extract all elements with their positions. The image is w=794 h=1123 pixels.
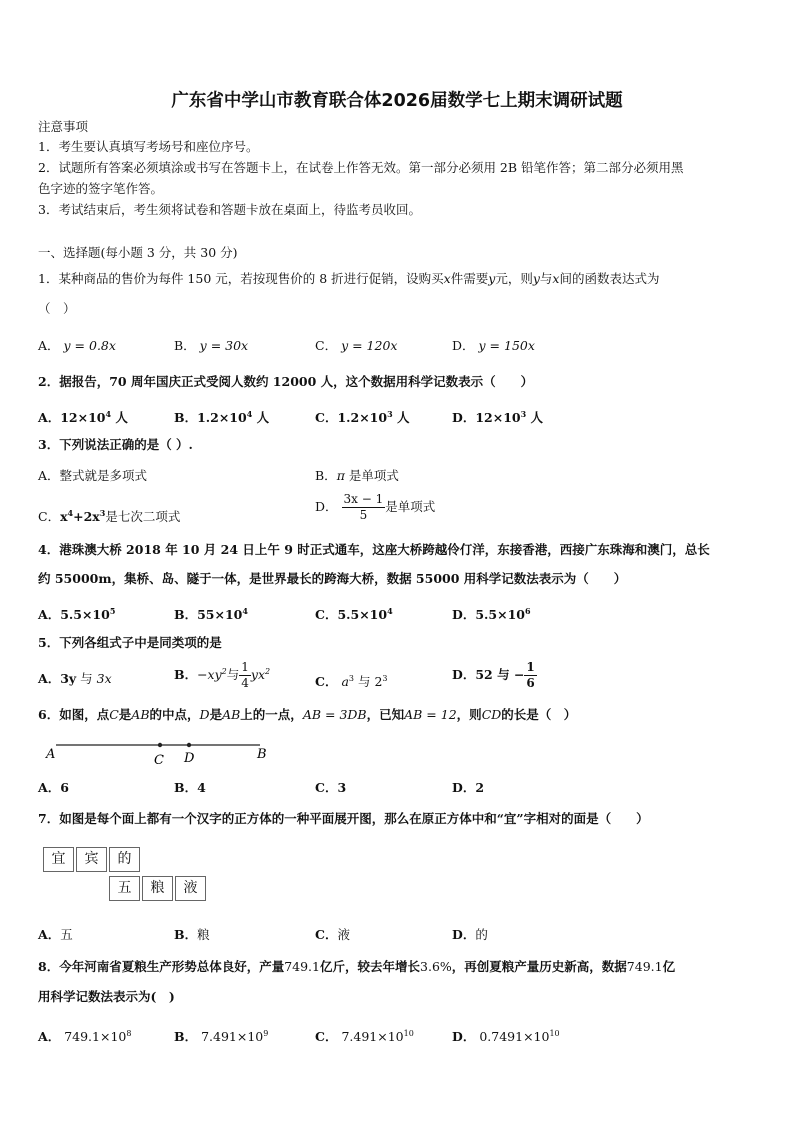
point-c [158,743,162,747]
q4-option-d[interactable]: D．$5.5\times 10^6$ [452,606,531,623]
fraction: $\frac{1}{6}$ [526,660,535,690]
q6-option-b[interactable]: B．4 [174,780,206,795]
page-title: 广东省中学山市教育联合体2026届数学七上期末调研试题 [171,91,623,111]
q1-option-b[interactable]: B． y = 30x [174,338,249,353]
label-b: B [257,747,267,762]
q7-option-d[interactable]: D．的 [452,927,488,942]
note-item: 2．试题所有答案必须填涂或书写在答题卡上，在试卷上作答无效。第一部分必须用 2B 铅笔作答；第二部分必须用黑 [38,160,684,175]
q3-option-c[interactable]: C．$x^4+2x^3$是七次二项式 [38,508,181,525]
q3-option-a[interactable]: A．整式就是多项式 [38,468,148,483]
question-4-line-1: 4．港珠澳大桥 2018 年 10 月 24 日上午 9 时正式通车，这座大桥跨越伶仃洋，东接香港，西接广东珠海和澳门，总长 [38,542,710,557]
note-item: 色字迹的签字笔作答。 [38,181,164,196]
net-face: 粮 [142,876,173,901]
q7-option-a[interactable]: A．五 [38,927,73,942]
net-face: 的 [109,847,140,872]
q1-option-c[interactable]: C． y = 120x [315,338,398,353]
question-8-line-1: 8．今年河南省夏粮生产形势总体良好，产量749.1亿斤，较去年增长3.6%，再创夏粮产量历史新高，数据749.1亿 [38,959,676,974]
section-heading: 一、选择题(每小题 3 分，共 30 分) [38,245,238,260]
question-3-text: 3．下列说法正确的是（ ）. [38,437,193,452]
q2-option-a[interactable]: A．$12\times 10^4$ 人 [38,409,128,426]
net-face: 宜 [43,847,74,872]
q8-option-a[interactable]: A． $749.1\times 10^8$ [38,1029,132,1045]
q4-option-b[interactable]: B．$55\times 10^4$ [174,606,248,623]
net-face: 宾 [76,847,107,872]
q6-option-a[interactable]: A．6 [38,780,69,795]
q8-option-b[interactable]: B． $7.491\times 10^9$ [174,1029,269,1045]
point-d [187,743,191,747]
q6-option-c[interactable]: C．3 [315,780,347,795]
q2-option-c[interactable]: C．$1.2\times 10^3$ 人 [315,409,410,426]
question-7-text: 7．如图是每个面上都有一个汉字的正方体的一种平面展开图，那么在原正方体中和“宜”字相对的面是（ ） [38,811,649,826]
q3-option-d[interactable]: D． $\frac{3x - 1}{5}$ 是单项式 [315,492,436,522]
question-8-line-2: 用科学记数法表示为( ) [38,989,175,1004]
net-face: 液 [175,876,206,901]
note-item: 3．考试结束后，考生须将试卷和答题卡放在桌面上，待监考员收回。 [38,202,421,217]
question-1-text: 1．某种商品的售价为每件 150 元，若按现售价的 8 折进行促销，设购买x件需要y元，则y与x间的函数表达式为 [38,271,660,286]
q3-option-b[interactable]: B．π 是单项式 [315,468,399,483]
fraction: $\frac{3x - 1}{5}$ [343,492,384,522]
q2-option-d[interactable]: D．$12\times 10^3$ 人 [452,409,544,426]
label-d: D [184,751,195,766]
segment-figure [38,738,278,772]
q5-option-b[interactable]: B．$-xy^2$与 $\frac{1}{4}$ $yx^2$ [174,660,271,690]
net-face: 五 [109,876,140,901]
note-item: 1．考生要认真填写考场号和座位序号。 [38,139,259,154]
question-2-text: 2．据报告，70 周年国庆正式受阅人数约 12000 人，这个数据用科学记数表示（ ） [38,374,534,389]
question-1-paren: （ ） [38,301,76,316]
q2-option-b[interactable]: B．$1.2\times 10^4$ 人 [174,409,270,426]
notes-heading: 注意事项 [38,119,89,134]
q7-option-b[interactable]: B．粮 [174,927,210,942]
q1-option-d[interactable]: D． y = 150x [452,338,535,353]
q1-option-a[interactable]: A． y = 0.8x [38,338,116,353]
fraction: $\frac{1}{4}$ [241,660,249,690]
q5-option-d[interactable]: D．52 与 − $\frac{1}{6}$ [452,660,535,690]
question-4-line-2: 约 55000m，集桥、岛、隧于一体，是世界最长的跨海大桥，数据 55000 用科学记数法表示为（ ） [38,571,627,586]
q7-option-c[interactable]: C．液 [315,927,350,942]
question-6-text: 6．如图，点C是AB的中点，D是AB上的一点，AB = 3DB，已知AB = 12，则CD的长是（ ） [38,707,577,722]
label-c: C [154,753,164,768]
q4-option-c[interactable]: C．$5.5\times 10^4$ [315,606,393,623]
label-a: A [46,747,56,762]
q6-option-d[interactable]: D．2 [452,780,485,795]
q8-option-d[interactable]: D． $0.7491\times 10^{10}$ [452,1029,560,1045]
q4-option-a[interactable]: A．$5.5\times 10^5$ [38,606,116,623]
q5-option-c[interactable]: C． $a^3$ 与 $2^3$ [315,674,388,690]
q8-option-c[interactable]: C． $7.491\times 10^{10}$ [315,1029,414,1045]
question-5-text: 5．下列各组式子中是同类项的是 [38,635,222,650]
q5-option-a[interactable]: A．3y 与 3x [38,671,112,686]
